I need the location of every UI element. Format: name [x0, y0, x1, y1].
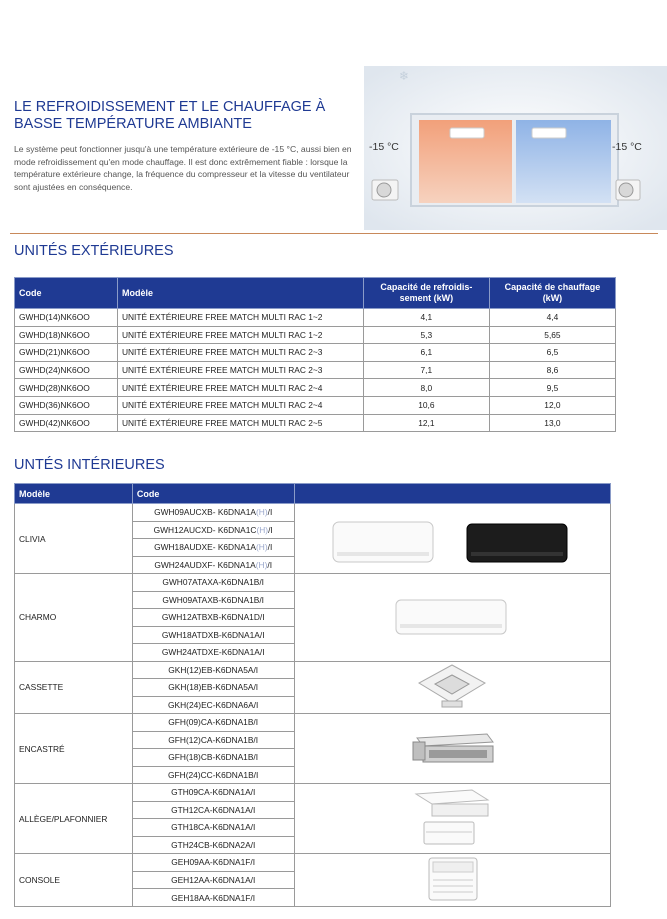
heating-capacity-cell: 12,0	[489, 396, 615, 414]
unit-code-cell	[132, 836, 294, 854]
unit-code: GWH24AUDXF- K6DNA1A	[154, 559, 256, 570]
model-name-cell: ENCASTRÉ	[15, 714, 133, 784]
heat-variant-mark: (H)	[256, 507, 268, 518]
unit-code: GTH18CA-K6DNA1A/I	[171, 822, 256, 833]
unit-code-cell	[132, 889, 294, 907]
heating-capacity-cell: 5,65	[489, 326, 615, 344]
model-cell: UNITÉ EXTÉRIEURE FREE MATCH MULTI RAC 1~2	[117, 309, 363, 327]
outdoor-units-table	[14, 277, 616, 432]
unit-code-cell	[132, 539, 294, 557]
col-header-image	[294, 484, 610, 504]
section-title-outdoor: UNITÉS EXTÉRIEURES	[14, 243, 174, 259]
code-cell: GWHD(14)NK6OO	[15, 309, 118, 327]
code-cell: GWHD(24)NK6OO	[15, 361, 118, 379]
unit-image-ducted-unit	[294, 714, 610, 784]
heating-capacity-cell: 13,0	[489, 414, 615, 432]
heating-capacity-cell: 8,6	[489, 361, 615, 379]
unit-code-cell	[132, 504, 294, 522]
table-row	[15, 854, 611, 872]
unit-image-console-unit	[294, 854, 610, 907]
unit-code-cell	[132, 679, 294, 697]
unit-code-cell	[132, 696, 294, 714]
model-cell: UNITÉ EXTÉRIEURE FREE MATCH MULTI RAC 2~3	[117, 344, 363, 362]
model-name-cell: CASSETTE	[15, 661, 133, 714]
heat-variant-mark: (H)	[256, 524, 269, 535]
table-row	[15, 414, 616, 432]
unit-code-cell	[132, 521, 294, 539]
unit-code-cell	[132, 644, 294, 662]
col-header-code: Code	[132, 484, 294, 504]
unit-image-wall-split-white	[294, 574, 610, 662]
intro-paragraph: Le système peut fonctionner jusqu'à une température extérieure de -15 °C, aussi bien en mode refroidissement qu'en mode chauffage. Il est donc extrêmement fiable : lorsque la température extérieure change, la fréquence du compresseur et la vitesse du ventilateur sont ajustées en conséquence.	[14, 144, 352, 192]
table-row	[15, 344, 616, 362]
cooling-capacity-cell: 8,0	[363, 379, 489, 397]
unit-code: GTH12CA-K6DNA1A/I	[171, 804, 256, 815]
table-row	[15, 361, 616, 379]
unit-code-suffix: /I	[267, 559, 273, 570]
code-cell: GWHD(36)NK6OO	[15, 396, 118, 414]
cooling-capacity-cell: 6,1	[363, 344, 489, 362]
model-name-cell: ALLÈGE/PLAFONNIER	[15, 784, 133, 854]
unit-code-suffix: /I	[267, 507, 273, 518]
temp-right: -15 °C	[612, 141, 642, 153]
unit-code: GWH12ATBXB-K6DNA1D/I	[161, 612, 265, 623]
unit-code: GFH(24)CC-K6DNA1B/I	[168, 769, 259, 780]
cooling-capacity-cell: 5,3	[363, 326, 489, 344]
fan-icon	[377, 183, 391, 197]
model-name-cell: CLIVIA	[15, 504, 133, 574]
temp-left: -15 °C	[369, 141, 399, 153]
heat-variant-mark: (H)	[256, 542, 268, 553]
col-header-model: Modèle	[15, 484, 133, 504]
heating-capacity-cell: 6,5	[489, 344, 615, 362]
model-cell: UNITÉ EXTÉRIEURE FREE MATCH MULTI RAC 2~5	[117, 414, 363, 432]
unit-code: GWH12AUCXD- K6DNA1C	[153, 524, 257, 535]
cooling-capacity-cell: 12,1	[363, 414, 489, 432]
table-row	[15, 309, 616, 327]
table-row	[15, 326, 616, 344]
unit-code: GKH(12)EB-K6DNA5A/I	[168, 664, 259, 675]
model-name-cell: CHARMO	[15, 574, 133, 662]
code-cell: GWHD(18)NK6OO	[15, 326, 118, 344]
unit-code-cell	[132, 819, 294, 837]
unit-code: GTH24CB-K6DNA2A/I	[171, 839, 256, 850]
unit-code-cell	[132, 871, 294, 889]
unit-code: GWH09ATAXB-K6DNA1B/I	[162, 594, 264, 605]
section-divider	[10, 233, 658, 234]
unit-code: GFH(18)CB-K6DNA1B/I	[168, 752, 259, 763]
fan-icon	[619, 183, 633, 197]
model-cell: UNITÉ EXTÉRIEURE FREE MATCH MULTI RAC 2~3	[117, 361, 363, 379]
unit-code: GFH(12)CA-K6DNA1B/I	[168, 734, 259, 745]
table-row	[15, 714, 611, 732]
unit-code-cell	[132, 784, 294, 802]
unit-code: GEH18AA-K6DNA1F/I	[171, 892, 256, 903]
unit-code-cell	[132, 766, 294, 784]
section-title-indoor: UNTÉS INTÉRIEURES	[14, 457, 165, 473]
unit-code: GWH24ATDXE-K6DNA1A/I	[161, 647, 265, 658]
unit-code: GEH12AA-K6DNA1A/I	[171, 874, 256, 885]
unit-code-cell	[132, 574, 294, 592]
unit-code: GWH18ATDXB-K6DNA1A/I	[161, 629, 265, 640]
heating-capacity-cell: 4,4	[489, 309, 615, 327]
unit-image-ceiling-cassette	[294, 661, 610, 714]
snowflake-icon: ❄	[399, 69, 410, 83]
unit-code-cell	[132, 609, 294, 627]
col-header-model: Modèle	[117, 278, 363, 309]
code-cell: GWHD(28)NK6OO	[15, 379, 118, 397]
code-cell: GWHD(21)NK6OO	[15, 344, 118, 362]
unit-code: GFH(09)CA-K6DNA1B/I	[168, 717, 259, 728]
indoor-unit-warm	[450, 128, 484, 138]
unit-image-floor-ceiling-unit	[294, 784, 610, 854]
unit-code-cell	[132, 731, 294, 749]
unit-code: GKH(18)EB-K6DNA5A/I	[168, 682, 259, 693]
cooling-capacity-cell: 4,1	[363, 309, 489, 327]
table-row	[15, 379, 616, 397]
col-header-code: Code	[15, 278, 118, 309]
unit-code-cell	[132, 591, 294, 609]
model-cell: UNITÉ EXTÉRIEURE FREE MATCH MULTI RAC 1~2	[117, 326, 363, 344]
unit-code-cell	[132, 626, 294, 644]
table-row	[15, 396, 616, 414]
unit-code: GKH(24)EC-K6DNA6A/I	[168, 699, 259, 710]
indoor-units-table	[14, 483, 611, 907]
unit-code-cell	[132, 854, 294, 872]
unit-code-suffix: /I	[268, 524, 273, 535]
cooling-capacity-cell: 10,6	[363, 396, 489, 414]
unit-code: GWH07ATAXA-K6DNA1B/I	[162, 577, 264, 588]
unit-code-cell	[132, 749, 294, 767]
unit-code: GWH09AUCXB- K6DNA1A	[154, 507, 256, 518]
col-header-cooling: Capacité de refroidis-sement (kW)	[363, 278, 489, 309]
unit-code-cell	[132, 714, 294, 732]
unit-code-cell	[132, 801, 294, 819]
unit-code-cell	[132, 556, 294, 574]
cooling-capacity-cell: 7,1	[363, 361, 489, 379]
table-row	[15, 574, 611, 592]
section-title-low-temp: LE REFROIDISSEMENT ET LE CHAUFFAGE À BASSE TEMPÉRATURE AMBIANTE	[14, 99, 326, 132]
col-header-heating: Capacité de chauffage (kW)	[489, 278, 615, 309]
model-cell: UNITÉ EXTÉRIEURE FREE MATCH MULTI RAC 2~4	[117, 379, 363, 397]
heating-capacity-cell: 9,5	[489, 379, 615, 397]
model-name-cell: CONSOLE	[15, 854, 133, 907]
table-row	[15, 784, 611, 802]
room-illustration	[364, 66, 667, 230]
heat-variant-mark: (H)	[255, 559, 268, 570]
unit-code-cell	[132, 661, 294, 679]
unit-image-wall-split-white-and-black	[294, 504, 610, 574]
indoor-unit-cool	[532, 128, 566, 138]
unit-code: GTH09CA-K6DNA1A/I	[171, 787, 256, 798]
unit-code-suffix: /I	[267, 542, 273, 553]
table-row	[15, 504, 611, 522]
unit-code: GEH09AA-K6DNA1F/I	[171, 857, 256, 868]
unit-code: GWH18AUDXE- K6DNA1A	[154, 542, 256, 553]
model-cell: UNITÉ EXTÉRIEURE FREE MATCH MULTI RAC 2~4	[117, 396, 363, 414]
table-row	[15, 661, 611, 679]
code-cell: GWHD(42)NK6OO	[15, 414, 118, 432]
